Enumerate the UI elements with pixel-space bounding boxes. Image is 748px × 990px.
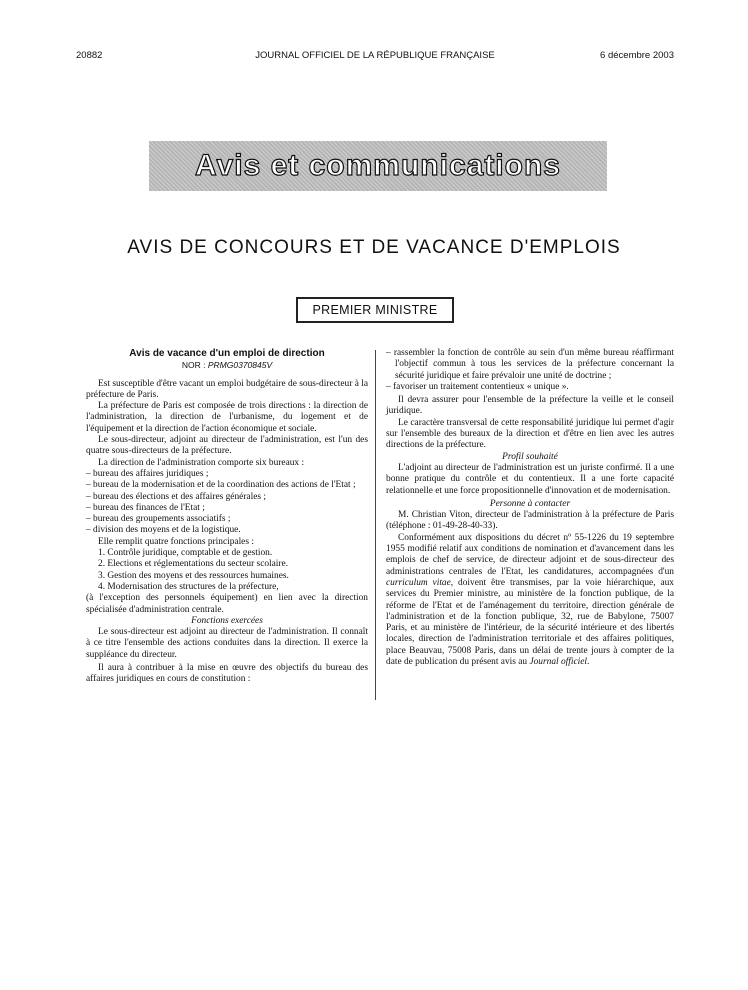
banner-title: Avis et communications [195, 149, 561, 182]
paragraph: Il devra assurer pour l'ensemble de la préfecture la veille et le conseil juridique. [386, 395, 674, 417]
list-item: – bureau des élections et des affaires générales ; [86, 491, 266, 502]
text-run-italic: Journal officiel [529, 657, 587, 668]
paragraph [386, 533, 674, 669]
paragraph: Est susceptible d'être vacant un emploi budgétaire de sous-directeur à la préfecture de Paris. [86, 378, 368, 400]
ministry-box: PREMIER MINISTRE [296, 297, 454, 323]
list-item: 3. Gestion des moyens et des ressources humaines. [98, 570, 289, 581]
publication-date: 6 décembre 2003 [600, 50, 674, 61]
right-column [386, 348, 674, 668]
subheading-contact: Personne à contacter [489, 498, 571, 509]
section-title: AVIS DE CONCOURS ET DE VACANCE D'EMPLOIS [127, 237, 621, 258]
paragraph: La direction de l'administration comporte six bureaux : [98, 457, 305, 468]
list-item: – division des moyens et de la logistique. [86, 525, 241, 536]
list-item: – rassembler la fonction de contrôle au sein d'un même bureau réaffirmant l'objectif commun à tous les services de la préfecture concernant la sécurité juridique et faire prévaloir une unité de doctrine ; [386, 348, 674, 381]
paragraph: Il aura à contribuer à la mise en œuvre des objectifs du bureau des affaires juridiques en cours de constitution : [86, 663, 368, 685]
paragraph: M. Christian Viton, directeur de l'administration à la préfecture de Paris (téléphone : 01-49-28-40-33). [386, 510, 674, 532]
paragraph: Le sous-directeur est adjoint au directeur de l'administration. Il connaît à ce titre l'ensemble des actions conduites dans la direction. Il exerce la suppléance du directeur. [86, 627, 368, 660]
paragraph: La préfecture de Paris est composée de trois directions : la direction de l'administration, la direction de l'urbanisme, du logement et de l'équipement et la direction de l'action économique et sociale. [86, 401, 368, 434]
text-run: , doivent être transmises, par la voie hiérarchique, aux services du Premier ministre, au ministère de la fonction publique, de la réforme de l'Etat et de l'aménagement du territoire, direction générale de l'administration et de la fonction publique, 32, rue de Babylone, 75007 Paris, et au ministère de l'intérieur, de la sécurité intérieure et des libertés locales, direction de l'administration territoriale et des affaires politiques, place Beauvau, 75008 Paris, dans un délai de trente jours à compter de la date de publication du présent avis au [386, 577, 674, 668]
text-run: . [587, 657, 590, 668]
list-item: – bureau des affaires juridiques ; [86, 468, 209, 479]
paragraph: Le sous-directeur, adjoint au directeur de l'administration, est l'un des quatre sous-directeurs de la préfecture. [86, 435, 368, 457]
nor-reference [86, 360, 368, 371]
paragraph: Le caractère transversal de cette responsabilité juridique lui permet d'agir sur l'ensemble des bureaux de la direction et d'être en lien avec les autres directions de la préfecture. [386, 417, 674, 451]
subheading-fonctions: Fonctions exercées [191, 615, 263, 626]
list-item: 4. Modernisation des structures de la préfecture, [98, 581, 279, 592]
text-run-italic: curriculum vitae [386, 577, 451, 588]
page-header [76, 50, 674, 64]
list-item: – favoriser un traitement contentieux « unique ». [386, 381, 569, 392]
paragraph: Elle remplit quatre fonctions principales : [98, 536, 254, 547]
nor-label: NOR : [181, 360, 208, 371]
text-run: Conformément aux dispositions du décret nº 55-1226 du 19 septembre 1955 modifié relatif aux conditions de nomination et d'avancement dans les emplois de chef de service, de directeur adjoint et de sous-directeur des administrations centrales de l'Etat, les candidatures, accompagnées d'un [386, 532, 674, 577]
paragraph: (à l'exception des personnels équipement) en lien avec la direction spécialisée d'administration centrale. [86, 593, 368, 615]
list-item: – bureau des groupements associatifs ; [86, 514, 231, 525]
section-banner [149, 141, 607, 191]
list-item: 2. Elections et réglementations du secteur scolaire. [98, 559, 289, 570]
list-item: – bureau des finances de l'Etat ; [86, 502, 205, 513]
subheading-profil: Profil souhaité [502, 451, 558, 462]
page-number: 20882 [76, 50, 103, 61]
article-title: Avis de vacance d'un emploi de direction [129, 348, 325, 359]
nor-code: PRMG0370845V [207, 360, 273, 371]
paragraph: L'adjoint au directeur de l'administration est un juriste confirmé. Il a une bonne pratique du contrôle et du contentieux. Il a une forte capacité relationnelle et une force propositionnelle d'innovation et de modernisation. [386, 462, 674, 496]
column-divider [375, 350, 376, 700]
left-column [86, 348, 368, 686]
list-item: 1. Contrôle juridique, comptable et de gestion. [98, 548, 273, 559]
list-item: – bureau de la modernisation et de la coordination des actions de l'Etat ; [86, 480, 356, 491]
journal-title: JOURNAL OFFICIEL DE LA RÉPUBLIQUE FRANÇAISE [255, 50, 495, 61]
